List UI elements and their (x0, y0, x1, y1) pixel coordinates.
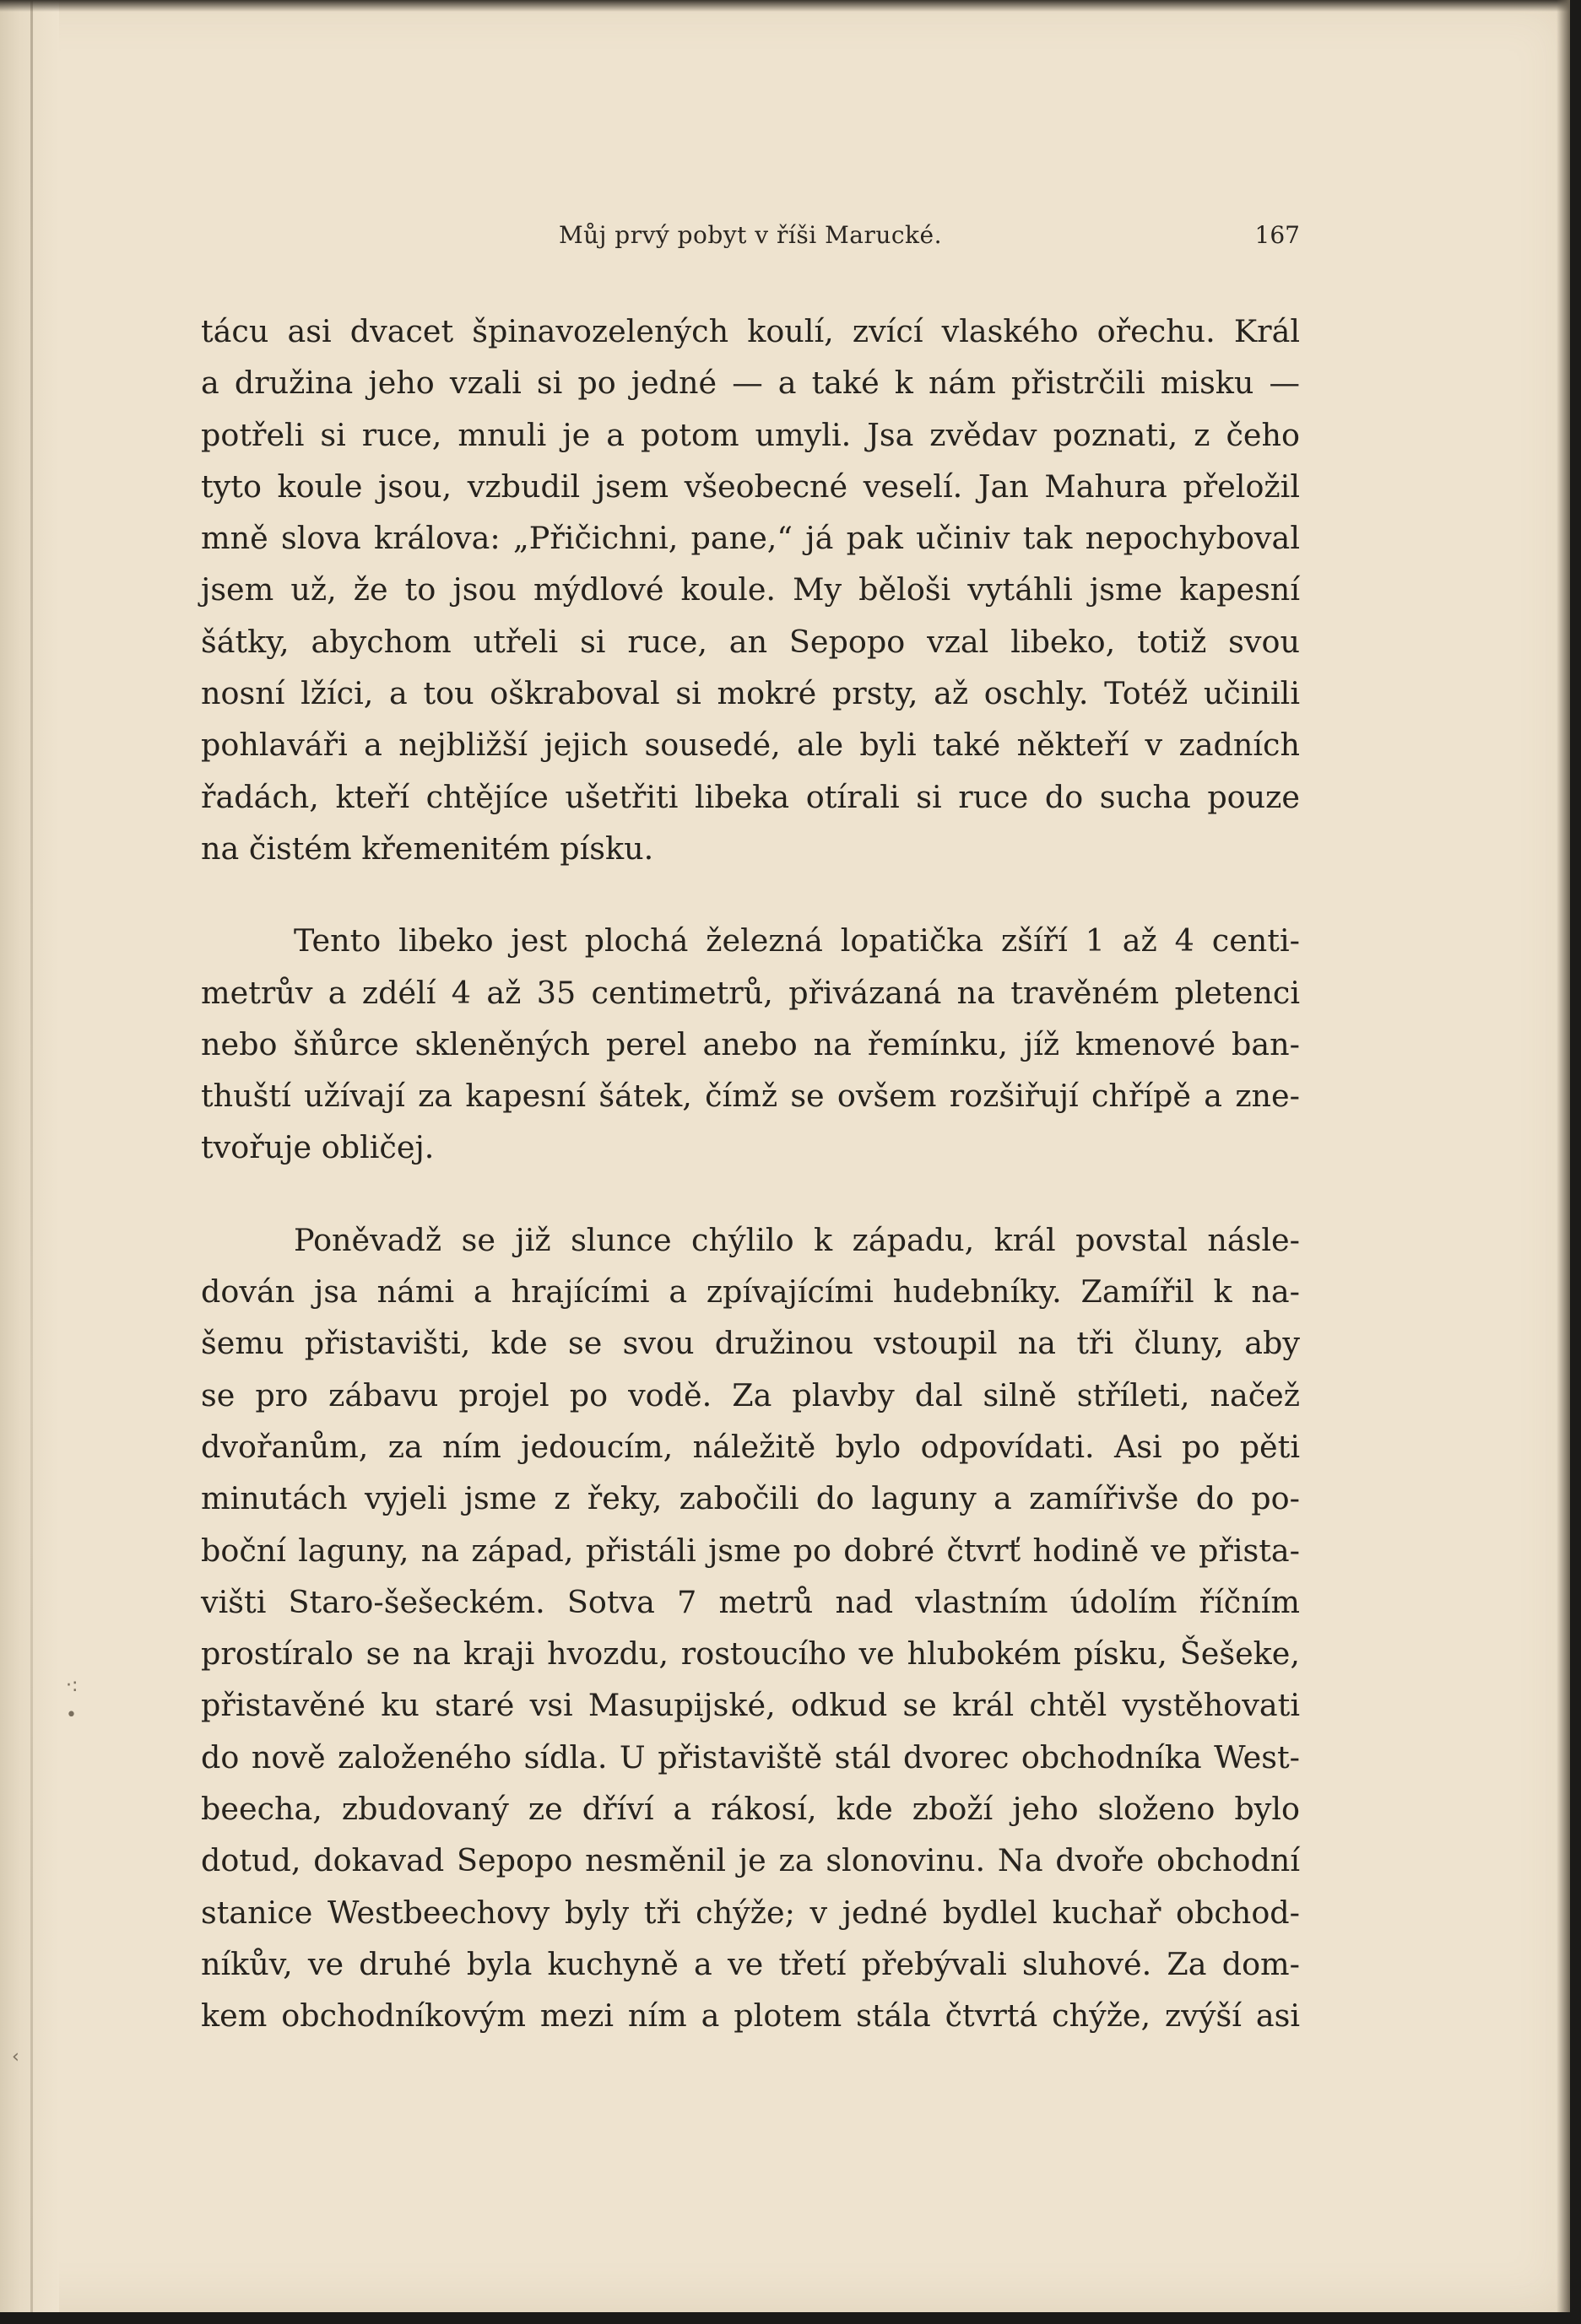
text-line: stanice Westbeechovy byly tři chýže; v jedné bydlel kuchař obchod- (201, 1894, 1300, 1931)
text-line: thuští užívají za kapesní šátek, čímž se ovšem rozšiřují chřípě a zne- (201, 1078, 1300, 1115)
paragraph (201, 1214, 1300, 2042)
running-header (201, 221, 1300, 257)
text-line: metrův a zdélí 4 až 35 centimetrů, přivázaná na travěném pletenci (201, 974, 1300, 1011)
text-line: dotud, dokavad Sepopo nesměnil je za slonovinu. Na dvoře obchodní (201, 1842, 1300, 1879)
text-line: tvořuje obličej. (201, 1129, 435, 1166)
text-line: boční laguny, na západ, přistáli jsme po dobré čtvrť hodině ve přista- (201, 1532, 1300, 1569)
text-line: beecha, zbudovaný ze dříví a rákosí, kde zboží jeho složeno bylo (201, 1791, 1300, 1828)
page-gutter (0, 0, 59, 2312)
body-text (201, 305, 1300, 2042)
text-line: minutách vyjeli jsme z řeky, zabočili do laguny a zamířivše do po- (201, 1480, 1300, 1517)
text-line: šátky, abychom utřeli si ruce, an Sepopo vzal libeko, totiž svou (201, 623, 1300, 660)
paragraph (201, 305, 1300, 874)
text-line: pohlaváři a nejbližší jejich sousedé, ale byli také někteří v zadních (201, 727, 1300, 764)
text-line: řadách, kteří chtějíce ušetřiti libeka otírali si ruce do sucha pouze (201, 778, 1300, 815)
text-line: prostíralo se na kraji hvozdu, rostoucího ve hlubokém písku, Šešeke, (201, 1635, 1300, 1673)
text-line: a družina jeho vzali si po jedné — a také k nám přistrčili misku — (201, 365, 1300, 402)
margin-speck: ·: (66, 1675, 79, 1696)
page-top-edge (0, 0, 1570, 12)
text-line: potřeli si ruce, mnuli je a potom umyli. Jsa zvědav poznati, z čeho (201, 416, 1300, 453)
text-line: Tento libeko jest plochá železná lopatička zšíří 1 až 4 centi- (294, 922, 1300, 959)
text-line: nebo šňůrce skleněných perel anebo na řemínku, jíž kmenové ban- (201, 1025, 1300, 1062)
text-line: tácu asi dvacet špinavozelených koulí, zvící vlaského ořechu. Král (201, 313, 1300, 349)
text-line: dován jsa námi a hrajícími a zpívajícími hudebníky. Zamířil k na- (201, 1273, 1300, 1311)
text-line: šemu přistavišti, kde se svou družinou vstoupil na tři čluny, aby (201, 1325, 1300, 1362)
text-line: přistavěné ku staré vsi Masupijské, odkud se král chtěl vystěhovati (201, 1687, 1300, 1724)
text-line: níkův, ve druhé byla kuchyně a ve třetí přebývali sluhové. Za dom- (201, 1945, 1300, 1982)
text-line: jsem už, že to jsou mýdlové koule. My běloši vytáhli jsme kapesní (201, 571, 1300, 608)
running-title: Můj prvý pobyt v říši Marucké. (559, 221, 942, 249)
text-line: višti Staro-šešeckém. Sotva 7 metrů nad vlastním údolím říčním (201, 1583, 1300, 1620)
page-right-edge (1557, 0, 1570, 2312)
text-line: nosní lžíci, a tou oškraboval si mokré prsty, až oschly. Totéž učinili (201, 675, 1300, 712)
text-line: tyto koule jsou, vzbudil jsem všeobecné veselí. Jan Mahura přeložil (201, 468, 1300, 505)
text-line: na čistém křemenitém písku. (201, 830, 654, 867)
paragraph (201, 915, 1300, 1173)
text-line: se pro zábavu projel po vodě. Za plavby dal silně stříleti, načež (201, 1376, 1300, 1413)
text-line: dvořanům, za ním jedoucím, náležitě bylo odpovídati. Asi po pěti (201, 1428, 1300, 1465)
text-line: mně slova králova: „Přičichni, pane,“ já pak učiniv tak nepochyboval (201, 520, 1300, 557)
page-number: 167 (1254, 221, 1300, 249)
margin-speck: • (66, 1705, 77, 1726)
gutter-crease (30, 0, 33, 2312)
text-line: kem obchodníkovým mezi ním a plotem stála čtvrtá chýže, zvýší asi (201, 1997, 1300, 2035)
text-line: Poněvadž se již slunce chýlilo k západu, král povstal násle- (294, 1221, 1300, 1258)
margin-speck: ‹ (12, 2046, 19, 2067)
text-line: do nově založeného sídla. U přistaviště stál dvorec obchodníka West- (201, 1738, 1300, 1775)
